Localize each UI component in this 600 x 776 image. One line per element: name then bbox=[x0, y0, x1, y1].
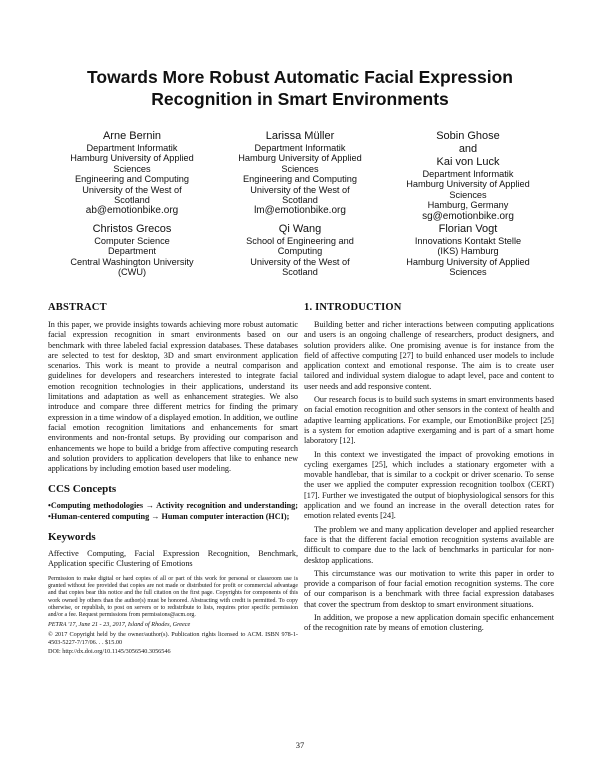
author-affiliation: Hamburg University of Applied bbox=[406, 179, 530, 190]
intro-paragraph: The problem we and many application developer and applied researcher face is that the different facial emotion recognition systems available are difficult to compare due to the lack of benchmarks in particular for non-desktop applications. bbox=[304, 524, 554, 565]
author-wang bbox=[216, 223, 384, 278]
doi-link[interactable]: DOI: http://dx.doi.org/10.1145/3056540.3056546 bbox=[48, 648, 171, 656]
author-ghose-vonluck bbox=[384, 130, 552, 223]
author-affiliation: Engineering and Computing bbox=[75, 174, 189, 185]
author-affiliation: Hamburg University of Applied bbox=[406, 256, 530, 267]
author-conjunction: and bbox=[458, 143, 478, 155]
author-affiliation: (IKS) Hamburg bbox=[437, 246, 499, 257]
page-number: 37 bbox=[295, 740, 305, 750]
intro-paragraph: This circumstance was our motivation to write this paper in order to provide a comparison of four facial emotion recognition systems. The core of our comparison is a benchmark with three facial expression databases that cover the spectrum from desktop to smart environment situations. bbox=[304, 568, 554, 609]
author-affiliation: University of the West of bbox=[250, 184, 350, 195]
author-name: Florian Vogt bbox=[438, 223, 498, 235]
author-affiliation: Scotland bbox=[282, 195, 318, 206]
intro-paragraph: In this context we investigated the impact of provoking emotions in cycling exergames [25], which includes a stationary ergometer with a movable handlebar, that is similar to a cockpit or driver scenario. To sense the user we applied the computer expression recognition toolbox (CERT) [17]. Further we investigated the output of biophysiological sensors for this application and we found an increase in the overall detection rates for emotion related events [24]. bbox=[304, 449, 554, 521]
author-affiliation: Computer Science bbox=[94, 236, 170, 246]
author-email[interactable]: ab@emotionbike.org bbox=[85, 205, 179, 217]
copyright-notice: © 2017 Copyright held by the owner/author(s). Publication rights licensed to ACM. ISBN 978-1-4503-5227-7/17/06. . . $15.00 bbox=[48, 631, 298, 646]
ccs-heading: CCS Concepts bbox=[48, 483, 117, 496]
author-affiliation: Hamburg University of Applied bbox=[70, 153, 194, 164]
author-affiliation: Sciences bbox=[449, 189, 487, 200]
keywords-text: Affective Computing, Facial Expression Recognition, Benchmark, Application specific Clustering of Emotions bbox=[48, 549, 298, 569]
author-affiliation: Computing bbox=[277, 246, 323, 257]
author-mueller bbox=[216, 130, 384, 217]
author-affiliation: Sciences bbox=[113, 163, 151, 174]
author-grecos bbox=[48, 223, 216, 278]
author-name: Larissa Müller bbox=[265, 130, 335, 142]
author-affiliation: School of Engineering and bbox=[246, 236, 354, 246]
title-line-1: Towards More Robust Automatic Facial Expression bbox=[87, 67, 513, 87]
author-affiliation: (CWU) bbox=[117, 267, 147, 278]
author-name: Christos Grecos bbox=[92, 223, 172, 235]
permission-notice: Permission to make digital or hard copies of all or part of this work for personal or classroom use is granted without fee provided that copies are not made or distributed for profit or commercial advantage and that copies bear this notice and the full citation on the first page. Copyrights for components of this work owned by others than the author(s) must be honored. Abstracting with credit is permitted. To copy otherwise, or republish, to post on servers or to redistribute to lists, requires prior specific permission and/or a fee. Request permissions from permissions@acm.org. bbox=[48, 575, 298, 619]
conference-info: PETRA '17, June 21 - 23, 2017, Island of Rhodes, Greece bbox=[48, 621, 191, 629]
ccs-text: •Computing methodologies → Activity recognition and understanding; •Human-centered computing → Human computer interaction (HCI); bbox=[48, 501, 298, 521]
right-column bbox=[304, 302, 554, 634]
intro-paragraph: Our research focus is to build such systems in smart environments based on facial emotion recognition and other sensors in the context of health and adaptive learning applications. For example, our EmotionBike project [25] is a system for emotion adaptive exergaming and is part of a smart home laboratory [12]. bbox=[304, 395, 554, 446]
abstract-text: In this paper, we provide insights towards achieving more robust automatic facial expression recognition in smart environments based on our benchmark with three labeled facial expression databases. These databases are selected to test for desktop, 3D and smart environment application scenarios. This work is meant to provide a neutral comparison and guidelines for developers and researchers interested to integrate facial emotion recognition technologies in their applications, understand its limitations and adaptation as well as enhancement strategies. We also introduce and compare three different metrics for finding the primary expression in a time window of a displayed emotion. In addition, we outline facial emotion recognition limitations and enhancements for smart environments and non-frontal setups. By providing our comparison and enhancements we hope to build a bridge from affective computing research and solution providers to application developers that like to enhance new applications by including emotion based user modeling. bbox=[48, 320, 298, 474]
author-name: Kai von Luck bbox=[436, 156, 500, 168]
author-name: Sobin Ghose bbox=[436, 130, 500, 142]
author-email[interactable]: lm@emotionbike.org bbox=[254, 205, 346, 217]
author-affiliation: Department bbox=[107, 246, 156, 257]
author-affiliation: Scotland bbox=[114, 195, 150, 206]
intro-paragraph: Building better and richer interactions between computing applications and users is an ongoing challenge of researchers, product designers, and solution providers alike. One promising avenue is for instance from the field of affective computing [27] to build enhanced user models to include application context and emotional response. The aim is to create user tailored and individual system dialogue to adapt level, pace and content to user needs and add responsive content. bbox=[304, 320, 554, 391]
author-affiliation: Department Informatik bbox=[254, 143, 346, 153]
author-affiliation: Sciences bbox=[281, 163, 319, 174]
author-affiliation: Hamburg University of Applied bbox=[238, 153, 362, 164]
author-affiliation: Innovations Kontakt Stelle bbox=[414, 236, 522, 246]
author-bernin bbox=[48, 130, 216, 217]
intro-paragraph: In addition, we propose a new application domain specific enhancement of the recognition rate by means of emotion clustering. bbox=[304, 613, 554, 633]
abstract-heading: ABSTRACT bbox=[48, 302, 107, 313]
author-affiliation: Department Informatik bbox=[86, 143, 178, 153]
author-affiliation: Sciences bbox=[449, 267, 487, 278]
introduction-heading: 1. INTRODUCTION bbox=[304, 302, 402, 313]
author-affiliation: Central Washington University bbox=[70, 256, 194, 267]
author-affiliation: University of the West of bbox=[82, 184, 182, 195]
left-column bbox=[48, 302, 298, 656]
author-name: Qi Wang bbox=[278, 223, 322, 235]
title-line-2: Recognition in Smart Environments bbox=[151, 89, 449, 109]
paper-title bbox=[40, 66, 560, 110]
author-vogt bbox=[384, 223, 552, 278]
author-affiliation: Scotland bbox=[282, 267, 318, 278]
author-affiliation: University of the West of bbox=[250, 256, 350, 267]
author-affiliation: Engineering and Computing bbox=[243, 174, 357, 185]
author-name: Arne Bernin bbox=[102, 130, 162, 142]
author-affiliation: Hamburg, Germany bbox=[427, 200, 509, 211]
keywords-heading: Keywords bbox=[48, 531, 96, 544]
author-affiliation: Department Informatik bbox=[422, 169, 514, 179]
author-email[interactable]: sg@emotionbike.org bbox=[422, 210, 514, 222]
